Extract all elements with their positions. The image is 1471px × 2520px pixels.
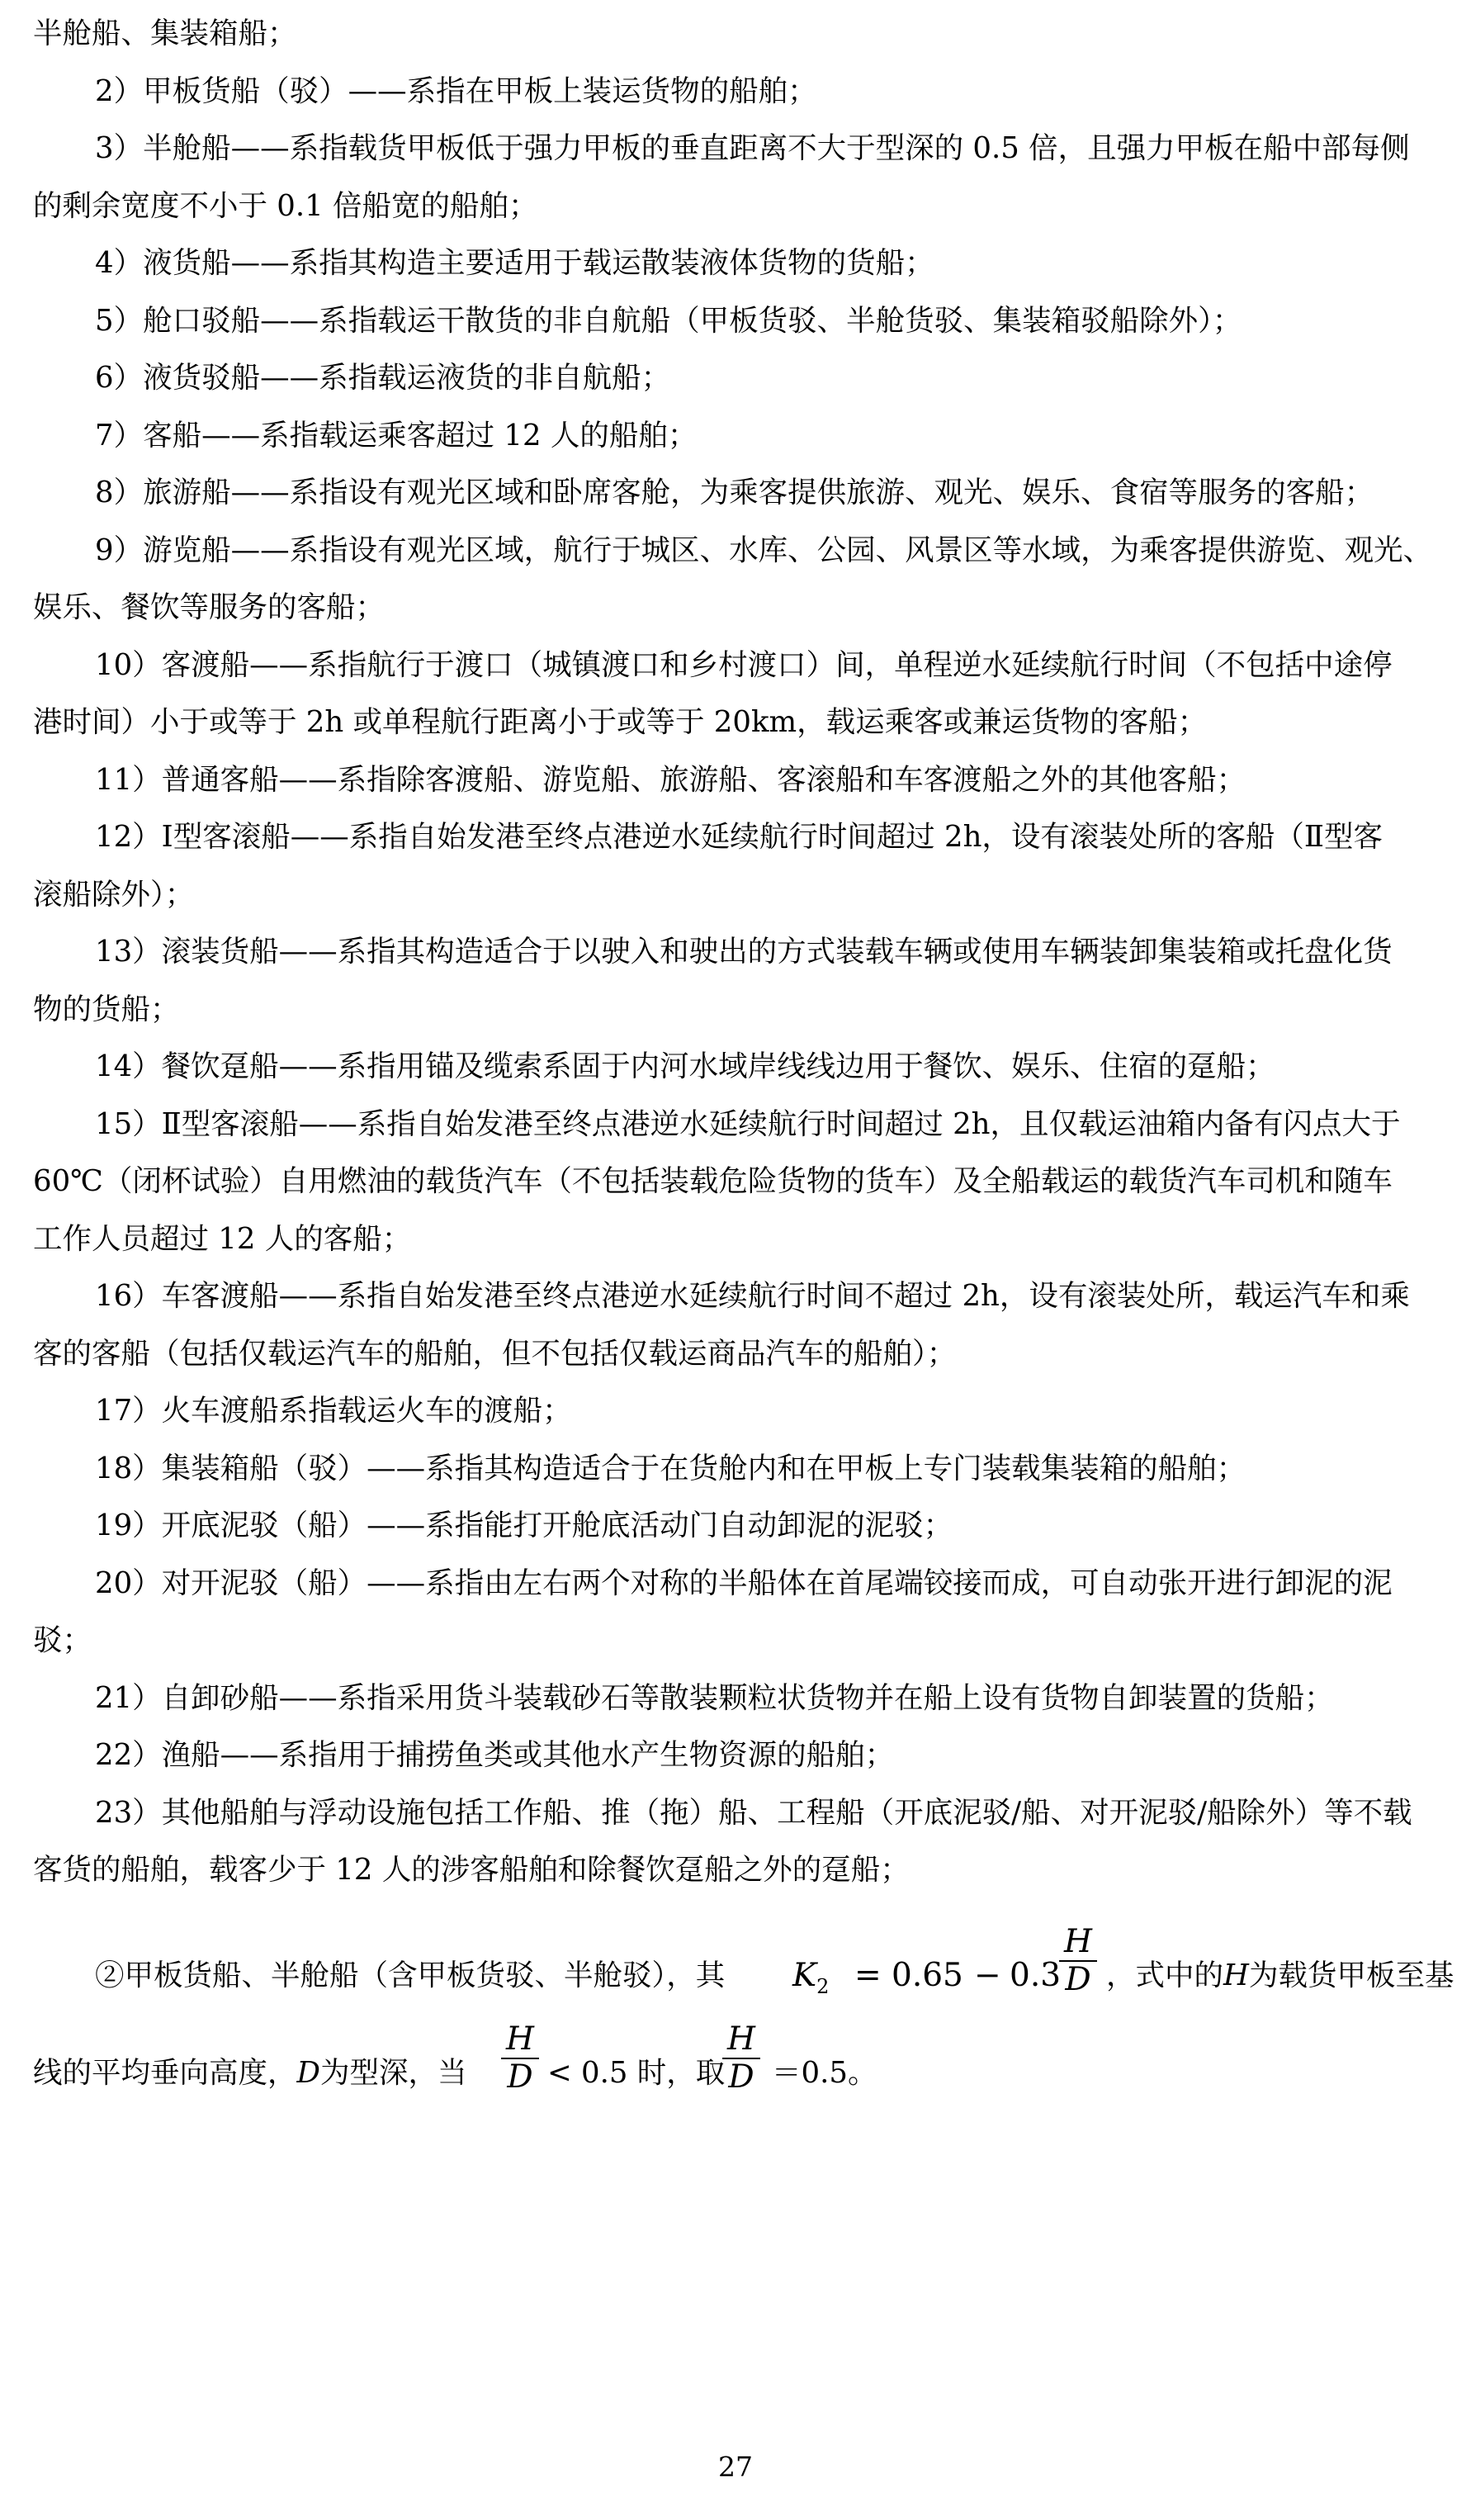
text-line: 客的客船（包括仅载运汽车的船舶，但不包括仅载运商品汽车的船舶）；	[33, 1336, 957, 1371]
text-line: 物的货船；	[33, 992, 180, 1026]
paragraph	[33, 120, 1436, 234]
text-line: 驳；	[33, 1623, 92, 1657]
text-line: 16）车客渡船——系指自始发港至终点港逆水延续航行时间不超过 2h，设有滚装处所，载运汽车和乘	[95, 1279, 1410, 1313]
paragraph	[33, 1555, 1436, 1670]
text-line: 21）自卸砂船——系指采用货斗装载砂石等散装颗粒状货物并在船上设有货物自卸装置的货船；	[95, 1680, 1334, 1715]
paragraph	[33, 522, 1436, 637]
text-line: 22）渔船——系指用于捕捞鱼类或其他水产生物资源的船舶；	[95, 1738, 895, 1772]
paragraph	[33, 1096, 1436, 1268]
text-line: 7）客船——系指载运乘客超过 12 人的船舶；	[95, 418, 698, 452]
text-line: 23）其他船舶与浮动设施包括工作船、推（拖）船、工程船（开底泥驳/船、对开泥驳/船除外）等不载	[95, 1795, 1412, 1830]
k-symbol: $K_2$	[792, 1956, 830, 1998]
paragraph	[33, 1497, 1436, 1555]
coefficient-value: 0.3	[1010, 1956, 1062, 1994]
paragraph	[33, 1267, 1436, 1382]
text-line: 15）Ⅱ型客滚船——系指自始发港至终点港逆水延续航行时间超过 2h，且仅载运油箱内备有闪点大于	[95, 1106, 1401, 1141]
paragraph	[33, 808, 1436, 923]
paragraph	[33, 63, 1436, 121]
formula-paragraph	[33, 1922, 1454, 2112]
text-line: 2）甲板货船（驳）——系指在甲板上装运货物的船舶；	[95, 73, 817, 108]
constant-value: 0.65	[892, 1956, 963, 1994]
fraction-h-over-d-value: $\frac{H}{D}$	[722, 2021, 760, 2096]
paragraph	[33, 5, 1436, 63]
paragraph	[33, 1784, 1436, 1899]
text-line: 11）普通客船——系指除客渡船、游览船、旅游船、客滚船和车客渡船之外的其他客船；	[95, 762, 1246, 797]
paragraph	[33, 1038, 1436, 1096]
minus-sign: −	[974, 1956, 1001, 1994]
text-line: 12）Ⅰ型客滚船——系指自始发港至终点港逆水延续航行时间超过 2h，设有滚装处所的客船（Ⅱ型客	[95, 820, 1383, 854]
text-line: 19）开底泥驳（船）——系指能打开舱底活动门自动卸泥的泥驳；	[95, 1509, 953, 1542]
paragraph	[33, 407, 1436, 465]
text-line: 3）半舱船——系指载货甲板低于强力甲板的垂直距离不大于型深的 0.5 倍，且强力甲板在船中部每侧	[95, 131, 1410, 165]
paragraph	[33, 1727, 1436, 1784]
text-line: 4）液货船——系指其构造主要适用于载运散装液体货物的货船；	[95, 246, 934, 280]
text-line: 20）对开泥驳（船）——系指由左右两个对称的半船体在首尾端铰接而成，可自动张开进行卸泥的泥	[95, 1566, 1393, 1600]
text-line: 17）火车渡船系指载运火车的渡船；	[95, 1394, 572, 1428]
formula-after-text: ，式中的H为载货甲板至基	[1106, 1958, 1454, 1992]
formula-line-2	[33, 2021, 1436, 2112]
formula-line2-text: 线的平均垂向高度，D为型深，当	[33, 2055, 467, 2090]
text-line: 18）集装箱船（驳）——系指其构造适合于在货舱内和在甲板上专门装载集装箱的船舶；	[95, 1451, 1246, 1485]
text-line: 60℃（闭杯试验）自用燃油的载货汽车（不包括装载危险货物的货车）及全船载运的载货汽车司机和随车	[33, 1164, 1393, 1198]
paragraph	[33, 1382, 1436, 1440]
text-line: 工作人员超过 12 人的客船；	[33, 1221, 412, 1256]
text-line: 半舱船、集装箱船；	[33, 17, 297, 50]
condition-text: < 0.5 时，取	[547, 2055, 726, 2090]
paragraph	[33, 1440, 1436, 1498]
document-body	[33, 5, 1454, 2112]
text-line: 14）餐饮趸船——系指用锚及缆索系固于内河水域岸线线边用于餐饮、娱乐、住宿的趸船；	[95, 1049, 1275, 1083]
text-line: 10）客渡船——系指航行于渡口（城镇渡口和乡村渡口）间，单程逆水延续航行时间（不包括中途停	[95, 647, 1393, 682]
fraction-h-over-d: $\frac{H}{D}$	[1059, 1924, 1097, 1998]
text-line: 港时间）小于或等于 2h 或单程航行距离小于或等于 20km，载运乘客或兼运货物的客船；	[33, 705, 1208, 739]
text-line: 娱乐、餐饮等服务的客船；	[33, 590, 385, 624]
paragraph	[33, 349, 1436, 407]
paragraph	[33, 292, 1436, 350]
text-line: 6）液货驳船——系指载运液货的非自航船；	[95, 361, 671, 395]
text-line: 13）滚装货船——系指其构造适合于以驶入和驶出的方式装载车辆或使用车辆装卸集装箱或托盘化货	[95, 935, 1393, 969]
text-line: 客货的船舶，载客少于 12 人的涉客船舶和除餐饮趸船之外的趸船；	[33, 1853, 910, 1887]
formula-lead-text: ②甲板货船、半舱船（含甲板货驳、半舱驳），其	[95, 1958, 726, 1992]
text-line: 的剩余宽度不小于 0.1 倍船宽的船舶；	[33, 188, 538, 223]
paragraph	[33, 1670, 1436, 1727]
formula-line-1	[33, 1922, 1454, 2015]
paragraph	[33, 923, 1436, 1038]
text-line: 滚船除外）；	[33, 877, 195, 912]
paragraph	[33, 464, 1436, 522]
text-line: 5）舱口驳船——系指载运干散货的非自航船（甲板货驳、半舱货驳、集装箱驳船除外）；	[95, 303, 1242, 338]
fraction-h-over-d-condition: $\frac{H}{D}$	[501, 2021, 539, 2096]
equals-sign: =	[854, 1956, 882, 1994]
value-text: ＝0.5。	[772, 2055, 877, 2090]
paragraph	[33, 751, 1436, 809]
page-number: 27	[718, 2451, 753, 2483]
text-line: 9）游览船——系指设有观光区域，航行于城区、水库、公园、风景区等水域，为乘客提供游览、观光、	[95, 533, 1433, 567]
text-line: 8）旅游船——系指设有观光区域和卧席客舱，为乘客提供旅游、观光、娱乐、食宿等服务的客船；	[95, 476, 1374, 509]
paragraph	[33, 637, 1436, 751]
paragraph	[33, 234, 1436, 292]
